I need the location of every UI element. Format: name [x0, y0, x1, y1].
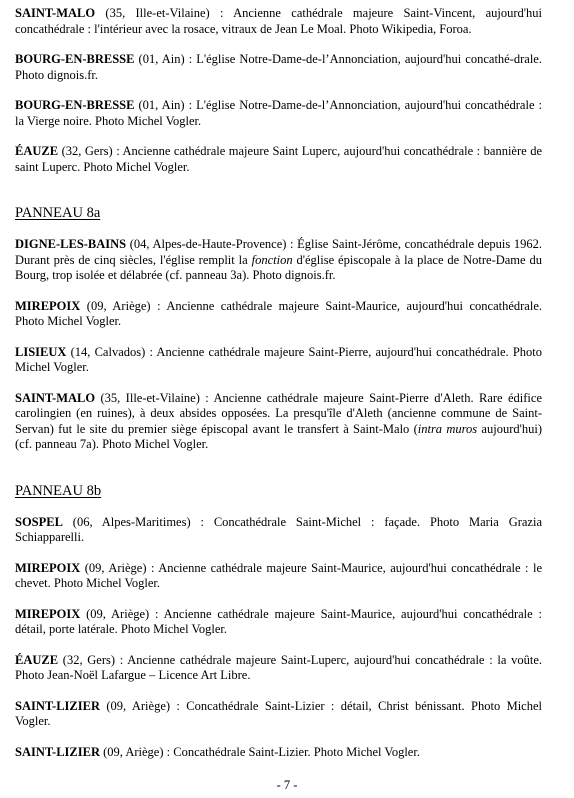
entry-text: (35, Ille-et-Vilaine) : Ancienne cathédrale majeure Saint-Pierre d'Aleth. Rare édifice carolingien (en ruines), à deux absides opposées. La presqu'île d'Aleth (ancienne commune de Saint-Servan) fut le site du premier siège épiscopal avant le transfert à Saint-Malo (	[15, 390, 542, 436]
entry	[15, 345, 542, 376]
entry-name: ÉAUZE	[15, 652, 59, 667]
entry	[15, 607, 542, 638]
entry-emphasis: fonction	[251, 252, 293, 267]
entry-name: SAINT-MALO	[15, 390, 96, 405]
entry-text: (09, Ariège) : Concathédrale Saint-Lizier. Photo Michel Vogler.	[100, 744, 420, 759]
entry-text: (14, Calvados) : Ancienne cathédrale majeure Saint-Pierre, aujourd'hui concathédrale. Photo Michel Vogler.	[15, 344, 542, 374]
entry-name: BOURG-EN-BRESSE	[15, 52, 135, 66]
entry-text-continued: aujourd'hui) (cf. panneau 7a). Photo Michel Vogler.	[15, 421, 542, 451]
entry-text: (32, Gers) : Ancienne cathédrale majeure Saint-Luperc, aujourd'hui concathédrale : la voûte. Photo Jean-Noël Lafargue – Licence Art Libre.	[15, 652, 542, 682]
entry-name: ÉAUZE	[15, 144, 59, 158]
entry-text: (35, Ille-et-Vilaine) : Ancienne cathédrale majeure Saint-Vincent, aujourd'hui concathédrale : l'intérieur avec la rosace, vitraux de Jean Le Moal. Photo Wikipedia, Foroa.	[15, 6, 542, 36]
entry-name: MIREPOIX	[15, 560, 81, 575]
entry	[15, 391, 542, 453]
entry	[15, 561, 542, 592]
entry-text: (09, Ariège) : Ancienne cathédrale majeure Saint-Maurice, aujourd'hui concathédrale. Photo Michel Vogler.	[15, 298, 542, 328]
entry-name: LISIEUX	[15, 344, 67, 359]
entry	[15, 653, 542, 684]
entry	[15, 52, 542, 83]
entry-text: (32, Gers) : Ancienne cathédrale majeure Saint Luperc, aujourd'hui concathédrale : bannière de saint Luperc. Photo Michel Vogler.	[15, 144, 542, 174]
entry-name: SOSPEL	[15, 514, 63, 529]
entry-text: (01, Ain) : L'église Notre-Dame-de-l’Annonciation, aujourd'hui concathédrale : la Vierge noire. Photo Michel Vogler.	[15, 98, 542, 128]
entry	[15, 98, 542, 129]
entry	[15, 745, 542, 761]
entry	[15, 515, 542, 546]
group-2	[15, 515, 542, 761]
entry-name: SAINT-LIZIER	[15, 744, 100, 759]
entry-name: DIGNE-LES-BAINS	[15, 237, 127, 251]
entry-text: (06, Alpes-Maritimes) : Concathédrale Saint-Michel : façade. Photo Maria Grazia Schiapparelli.	[15, 514, 542, 544]
entry-name: BOURG-EN-BRESSE	[15, 98, 135, 112]
section-heading: PANNEAU 8b	[15, 482, 102, 499]
entry-text: (04, Alpes-de-Haute-Provence) : Église Saint-Jérôme, concathédrale depuis 1962. Durant près de cinq siècles, l'église remplit la	[15, 237, 542, 267]
document-page	[15, 6, 542, 775]
entry	[15, 299, 542, 330]
section-heading: PANNEAU 8a	[15, 205, 101, 221]
entry	[15, 6, 542, 37]
entry	[15, 144, 542, 175]
page-number: - 7 -	[276, 778, 298, 792]
group-1	[15, 237, 542, 453]
entry	[15, 699, 542, 730]
entry	[15, 237, 542, 284]
entry-name: MIREPOIX	[15, 606, 81, 621]
entry-name: MIREPOIX	[15, 298, 81, 313]
entry-name: SAINT-LIZIER	[15, 698, 100, 713]
entry-text-continued: d'église épiscopale à la place de Notre-Dame du Bourg, trop isolée et délabrée (cf. panneau 3a). Photo dignois.fr.	[15, 252, 542, 282]
entry-text: (09, Ariège) : Concathédrale Saint-Lizier : détail, Christ bénissant. Photo Michel Vogler.	[15, 698, 542, 728]
group-0	[15, 6, 542, 175]
entry-text: (09, Ariège) : Ancienne cathédrale majeure Saint-Maurice, aujourd'hui concathédrale : détail, porte latérale. Photo Michel Vogler.	[15, 606, 542, 636]
entry-emphasis: intra muros	[417, 421, 478, 436]
entry-text: (09, Ariège) : Ancienne cathédrale majeure Saint-Maurice, aujourd'hui concathédrale : le chevet. Photo Michel Vogler.	[15, 560, 542, 590]
entry-text: (01, Ain) : L'église Notre-Dame-de-l’Annonciation, aujourd'hui concathé-drale. Photo dignois.fr.	[15, 52, 542, 82]
entry-name: SAINT-MALO	[15, 6, 96, 20]
